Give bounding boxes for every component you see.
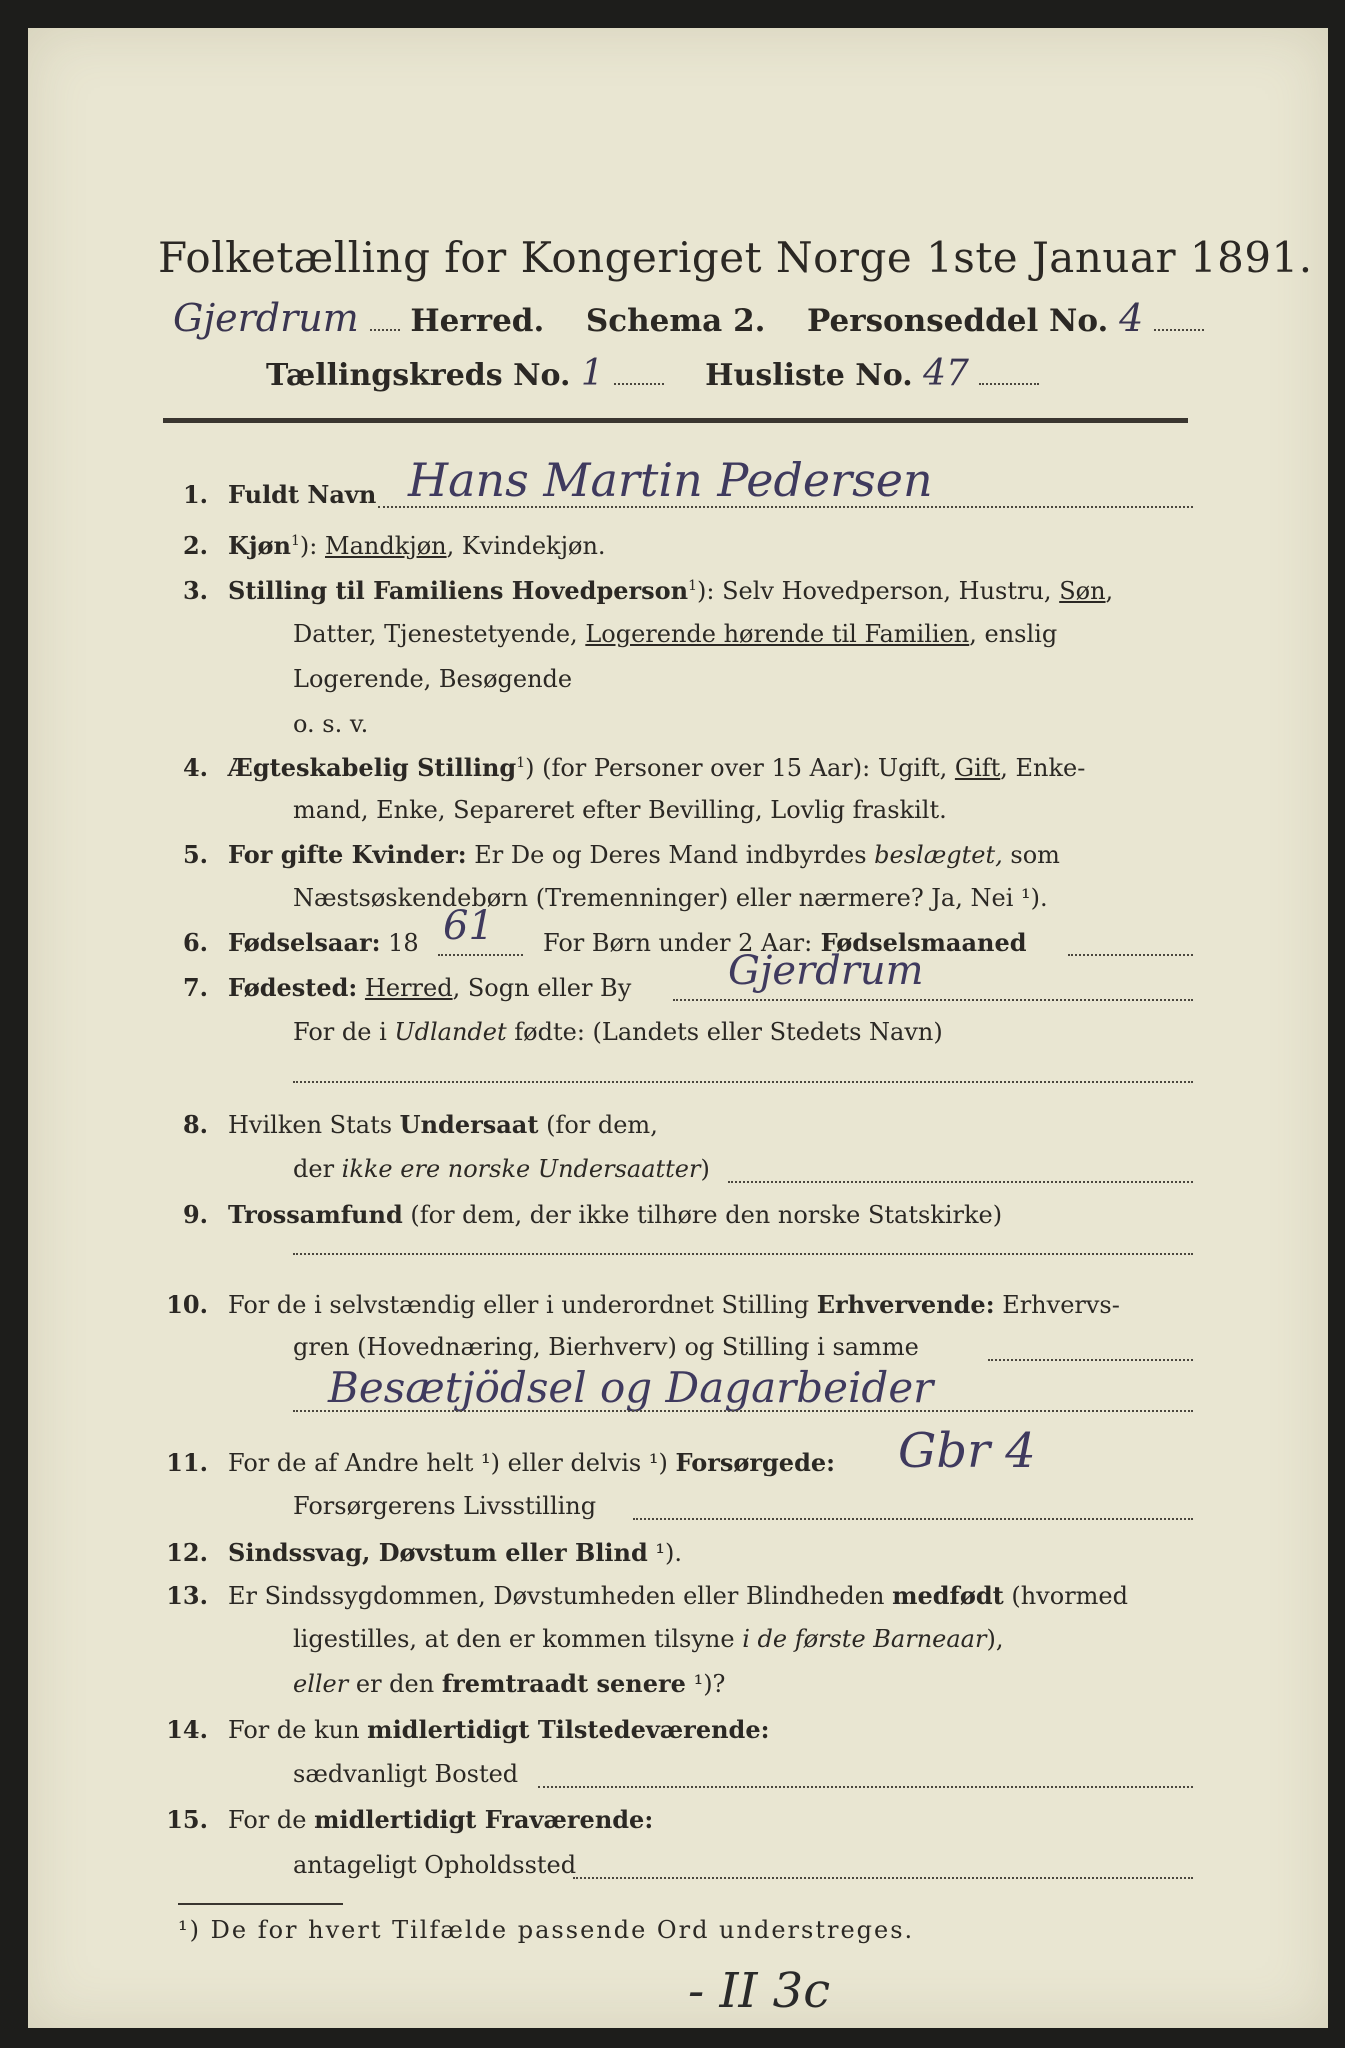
field-text: Forsørgerens Livsstilling <box>293 1492 597 1520</box>
field-text: Er Sindssygdommen, Døvstumheden eller Blindheden <box>228 1582 893 1610</box>
field-13 <box>28 1581 1328 1621</box>
field-number: 8. <box>182 1110 208 1139</box>
field-7 <box>28 973 1328 1013</box>
field-text: som <box>1002 841 1060 869</box>
form-title: Folketælling for Kongeriget Norge 1ste Januar 1891. <box>158 233 1313 282</box>
field-number: 6. <box>182 928 208 957</box>
footnote-ref: 1 <box>291 533 300 549</box>
field-10 <box>28 1260 1328 1319</box>
field-label: Sindssvag, Døvstum eller Blind <box>228 1538 648 1567</box>
field-number: 2. <box>182 531 208 560</box>
birth-year-value: 61 <box>443 903 494 949</box>
field-text: Udlandet <box>394 1018 507 1046</box>
field-number: 3. <box>182 576 208 605</box>
field-label: Trossamfund <box>228 1200 403 1229</box>
month-line <box>1068 954 1193 956</box>
field-text: ): <box>299 532 325 560</box>
field-14-line2 <box>28 1760 1328 1800</box>
field-text: (for dem, der ikke tilhøre den norske Statskirke) <box>402 1201 1003 1229</box>
field-text: , enslig <box>969 620 1058 648</box>
field-label: Fuldt Navn <box>228 480 377 509</box>
footnote-ref: 1 <box>516 755 526 771</box>
schema-label: Schema 2. <box>585 303 766 339</box>
field-label: Fødested: <box>228 973 358 1002</box>
field-number: 12. <box>166 1538 208 1567</box>
herred-value: Gjerdrum <box>173 296 359 340</box>
field-text: (hvormed <box>1003 1582 1128 1610</box>
field-text: For de i <box>293 1018 395 1046</box>
field-label: medfødt <box>892 1581 1004 1610</box>
field-3 <box>28 576 1328 616</box>
field-text: beslægtet, <box>874 841 1003 869</box>
field-text: , Enke- <box>1000 754 1086 782</box>
field-number: 11. <box>166 1448 208 1477</box>
field-9 <box>28 1170 1328 1229</box>
field-text: mand, Enke, Separeret efter Bevilling, Lovlig fraskilt. <box>293 796 947 824</box>
field-number: 10. <box>166 1290 208 1319</box>
provider-line <box>633 1518 1193 1520</box>
whereabouts-line <box>573 1877 1193 1879</box>
kreds-row <box>266 353 1039 394</box>
field-number: 15. <box>166 1805 208 1834</box>
field-label: Kjøn <box>228 531 291 560</box>
field-text: ), <box>986 1625 1004 1653</box>
field-2 <box>28 531 1328 571</box>
field-text: ) <box>700 1155 710 1183</box>
field-4-line2 <box>28 796 1328 836</box>
archive-mark: - II 3c <box>688 1963 831 2019</box>
census-form <box>28 28 1328 2028</box>
field-11 <box>28 1418 1328 1477</box>
occupation-value: Besætjödsel og Dagarbeider <box>328 1363 934 1412</box>
religion-line <box>293 1253 1193 1255</box>
field-label: Fødselsaar: <box>228 928 381 957</box>
footnote-divider <box>178 1903 343 1905</box>
field-number: 5. <box>182 840 208 869</box>
occupation-line-2 <box>293 1410 1193 1412</box>
birthplace-value: Gjerdrum <box>728 948 924 994</box>
herred-label: Herred. <box>410 303 545 339</box>
field-7-line2 <box>28 1018 1328 1058</box>
field-label: fremtraadt senere <box>441 1669 686 1698</box>
personseddel-value: 4 <box>1119 296 1144 340</box>
footnote-ref: 1 <box>688 578 698 594</box>
field-5-line2 <box>28 884 1328 924</box>
field-text: Logerende, Besøgende <box>293 665 573 693</box>
herred-row <box>173 296 1204 340</box>
field-text: sædvanligt Bosted <box>293 1760 519 1788</box>
field-15-line2 <box>28 1851 1328 1891</box>
field-text: eller <box>293 1670 349 1698</box>
selected-option: Gift <box>954 754 1001 782</box>
selected-option: Logerende hørende til Familien <box>585 620 970 648</box>
field-text: ) (for Personer over 15 Aar): Ugift, <box>525 754 955 782</box>
field-text: Næstsøskendebørn (Tremenninger) eller nærmere? Ja, Nei ¹). <box>293 884 1048 912</box>
selected-option: Herred <box>364 974 453 1002</box>
field-text: For de af Andre helt ¹) eller delvis ¹) <box>228 1449 676 1477</box>
field-4 <box>28 753 1328 793</box>
field-label: midlertidigt Fraværende: <box>314 1805 654 1834</box>
field-11-line2 <box>28 1492 1328 1532</box>
field-label: midlertidigt Tilstedeværende: <box>367 1715 770 1744</box>
field-text: Erhvervs- <box>994 1291 1120 1319</box>
field-3-line2 <box>28 620 1328 660</box>
field-6 <box>28 928 1328 968</box>
field-text: , Sogn eller By <box>452 974 632 1002</box>
selected-option: Mandkjøn <box>325 532 447 560</box>
field-8 <box>28 1110 1328 1150</box>
field-15 <box>28 1805 1328 1845</box>
kreds-label: Tællingskreds No. <box>266 358 571 393</box>
header-divider <box>163 418 1188 423</box>
field-14 <box>28 1715 1328 1755</box>
field-label: Fødselsmaaned <box>812 928 1027 957</box>
foreign-place-line <box>293 1081 1193 1083</box>
field-label: Erhvervende: <box>816 1290 995 1319</box>
birthplace-line <box>673 999 1193 1001</box>
field-text: ¹). <box>647 1539 683 1567</box>
field-text: 18 <box>380 929 419 957</box>
footnote: ¹) De for hvert Tilfælde passende Ord understreges. <box>178 1916 915 1944</box>
field-label: Ægteskabelig Stilling <box>228 753 517 782</box>
selected-option: Søn <box>1059 577 1106 605</box>
husliste-value: 47 <box>923 353 969 394</box>
field-text: For Børn under 2 Aar: <box>543 929 813 957</box>
field-text: gren (Hovednæring, Bierhverv) og Stilling i samme <box>293 1333 919 1361</box>
field-text: o. s. v. <box>293 710 369 738</box>
field-text: Hvilken Stats <box>228 1111 400 1139</box>
field-label: Undersaat <box>399 1110 539 1139</box>
residence-line <box>538 1786 1193 1788</box>
field-13-line2 <box>28 1625 1328 1665</box>
field-text: ¹)? <box>685 1670 726 1698</box>
field-text: , Kvindekjøn. <box>446 532 606 560</box>
occupation-line-1 <box>988 1359 1193 1361</box>
field-5 <box>28 840 1328 880</box>
field-text: ikke ere norske Undersaatter <box>341 1155 701 1183</box>
field-text: For de i selvstændig eller i underordnet Stilling <box>228 1291 817 1319</box>
field-number: 13. <box>166 1581 208 1610</box>
field-text: er den <box>348 1670 442 1698</box>
kreds-value: 1 <box>580 353 604 394</box>
field-number: 7. <box>182 973 208 1002</box>
field-number: 9. <box>182 1200 208 1229</box>
field-text: For de <box>228 1806 315 1834</box>
field-text: i de første Barneaar <box>742 1625 987 1653</box>
field-3-line3 <box>28 665 1328 705</box>
field-text: For de kun <box>228 1716 368 1744</box>
field-label: Forsørgede: <box>675 1448 835 1477</box>
field-number: 14. <box>166 1715 208 1744</box>
field-text: der <box>293 1155 342 1183</box>
field-text: fødte: (Landets eller Stedets Navn) <box>506 1018 943 1046</box>
field-text: antageligt Opholdssted <box>293 1851 577 1879</box>
field-text: , <box>1105 577 1114 605</box>
field-number: 1. <box>182 480 208 509</box>
field-3-line4 <box>28 710 1328 750</box>
field-text: Datter, Tjenestetyende, <box>293 620 586 648</box>
field-text: Er De og Deres Mand indbyrdes <box>466 841 875 869</box>
field-number: 4. <box>182 753 208 782</box>
field-13-line3 <box>28 1669 1328 1709</box>
field-text: ligestilles, at den er kommen tilsyne <box>293 1625 743 1653</box>
husliste-label: Husliste No. <box>705 358 913 393</box>
name-value: Hans Martin Pedersen <box>408 453 933 507</box>
field-text: ): Selv Hovedperson, Hustru, <box>697 577 1060 605</box>
year-line <box>438 954 523 956</box>
provider-value: Gbr 4 <box>898 1423 1036 1479</box>
field-label: Stilling til Familiens Hovedperson <box>228 576 689 605</box>
personseddel-label: Personseddel No. <box>807 303 1109 339</box>
field-label: For gifte Kvinder: <box>228 840 467 869</box>
field-text: (for dem, <box>538 1111 658 1139</box>
field-12 <box>28 1538 1328 1578</box>
